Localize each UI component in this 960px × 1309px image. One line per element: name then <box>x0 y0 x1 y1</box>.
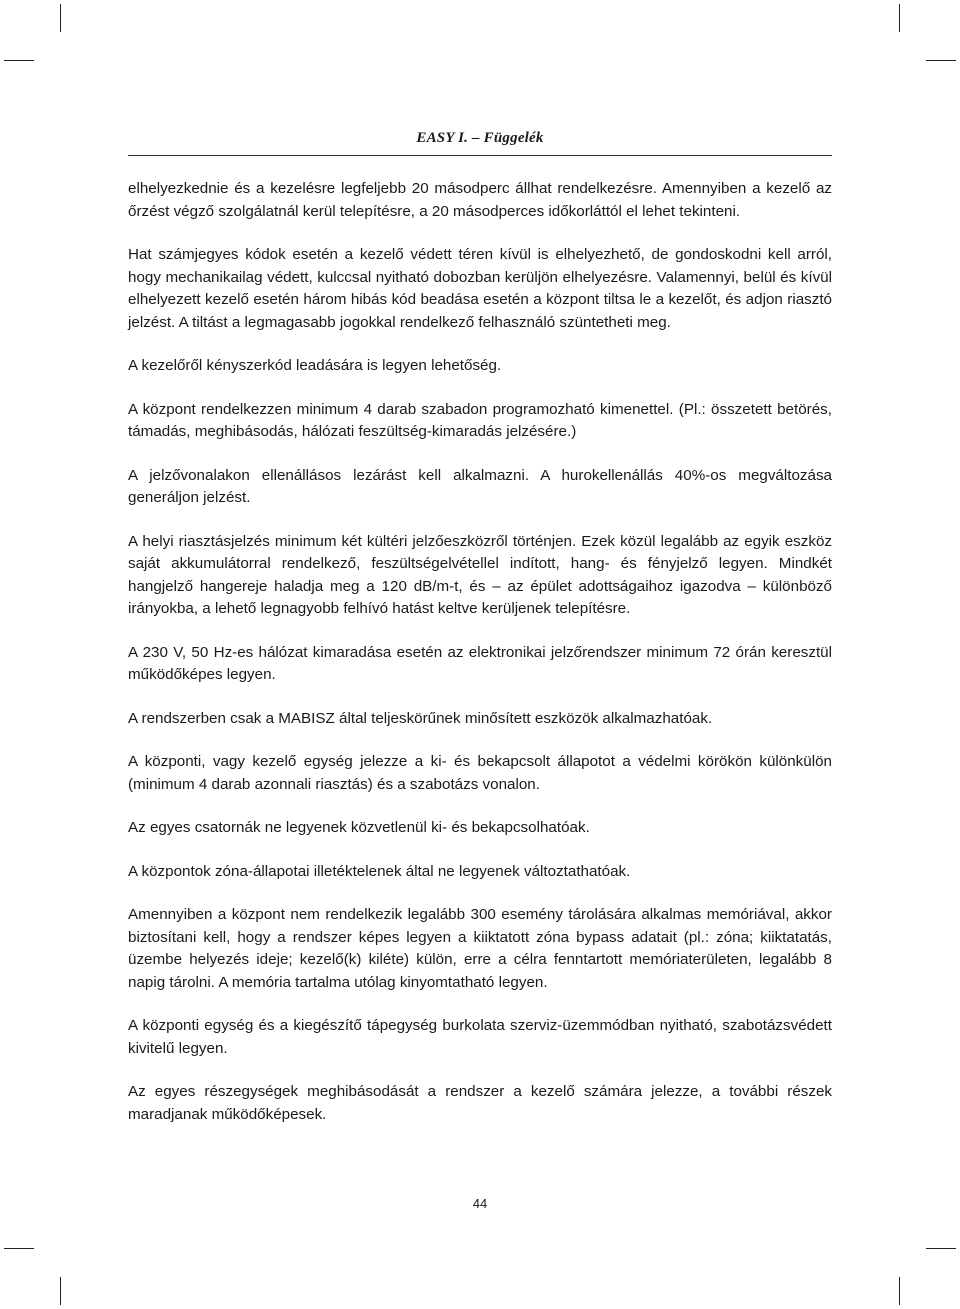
crop-mark-bottom-left-horizontal <box>4 1248 34 1249</box>
crop-mark-bottom-right-horizontal <box>926 1248 956 1249</box>
paragraph: A jelzővonalakon ellenállásos lezárást kell alkalmazni. A hurokellenállás 40%-os megváltozása generáljon jelzést. <box>128 466 832 506</box>
paragraph: elhelyezkednie és a kezelésre legfeljebb 20 másodperc állhat rendelkezésre. Amennyiben a kezelő az őrzést végző szolgálatnál kerül telepítésre, a 20 másodperces időkorláttól el lehet tekinteni. <box>128 180 832 220</box>
paragraph: A kezelőről kényszerkód leadására is legyen lehetőség. <box>128 357 502 374</box>
paragraph: A központ rendelkezzen minimum 4 darab szabadon programozható kimenettel. (Pl.: összetett betörés, támadás, meghibásodás, hálózati feszültség-kimaradás jelzésére.) <box>128 400 832 440</box>
crop-mark-top-left-vertical <box>60 4 61 32</box>
running-header-title: EASY I. – Függelék <box>416 130 544 146</box>
body-text <box>128 178 832 1147</box>
paragraph: Az egyes csatornák ne legyenek közvetlenül ki- és bekapcsolhatóak. <box>128 819 590 836</box>
paragraph: Az egyes részegységek meghibásodását a rendszer a kezelő számára jelezze, a további részek maradjanak működőképesek. <box>128 1083 832 1123</box>
paragraph: Amennyiben a központ nem rendelkezik legalább 300 esemény tárolására alkalmas memóriával, akkor biztosítani kell, hogy a rendszer képes legyen a kiiktatott zóna bypass adatait (pl.: zóna; kiiktatatás, üzembe helyezés ideje; kezelő(k) kiléte) külön, erre a célra fenntartott memóriaterületen, legalább 8 napig tárolni. A memória tartalma utólag kinyomtatható legyen. <box>128 906 832 991</box>
paragraph: A 230 V, 50 Hz-es hálózat kimaradása esetén az elektronikai jelzőrendszer minimum 72 órán keresztül működőképes legyen. <box>128 643 832 683</box>
paragraph: A központok zóna-állapotai illetéktelenek által ne legyenek változtathatóak. <box>128 862 631 880</box>
crop-mark-top-left-horizontal <box>4 60 34 61</box>
paragraph: A központi, vagy kezelő egység jelezze a ki- és bekapcsolt állapotot a védelmi körökön különkülön (minimum 4 darab azonnali riasztás) és a szabotázs vonalon. <box>128 753 832 793</box>
paragraph: A központi egység és a kiegészítő tápegység burkolata szerviz-üzemmódban nyitható, szabotázsvédett kivitelű legyen. <box>128 1017 832 1057</box>
paragraph: A helyi riasztásjelzés minimum két kültéri jelzőeszközről történjen. Ezek közül legalább az egyik eszköz saját akkumulátorral rendelkező, feszültségelvétellel indított, hang- és fényjelző legyen. Mindkét hangjelző hangereje haladja meg a 120 dB/m-t, és – az épület adottságaihoz igazodva – különböző irányokba, a lehető legnagyobb felhívó hatást keltve kerüljenek telepítésre. <box>128 532 832 617</box>
paragraph: Hat számjegyes kódok esetén a kezelő védett téren kívül is elhelyezhető, de gondoskodni kell arról, hogy mechanikailag védett, kulccsal nyitható dobozban kerüljön elhelyezésre. Valamennyi, belül és kívül elhelyezett kezelő esetén három hibás kód beadása esetén a központ tiltsa le a kezelőt, és adjon riasztó jelzést. A tiltást a legmagasabb jogokkal rendelkező felhasználó szüntetheti meg. <box>128 246 832 331</box>
crop-mark-top-right-horizontal <box>926 60 956 61</box>
crop-mark-bottom-right-vertical <box>899 1277 900 1305</box>
header-rule <box>128 155 832 156</box>
paragraph: A rendszerben csak a MABISZ által teljeskörűnek minősített eszközök alkalmazhatóak. <box>128 709 713 727</box>
crop-mark-top-right-vertical <box>899 4 900 32</box>
crop-mark-bottom-left-vertical <box>60 1277 61 1305</box>
page-number: 44 <box>472 1196 488 1211</box>
